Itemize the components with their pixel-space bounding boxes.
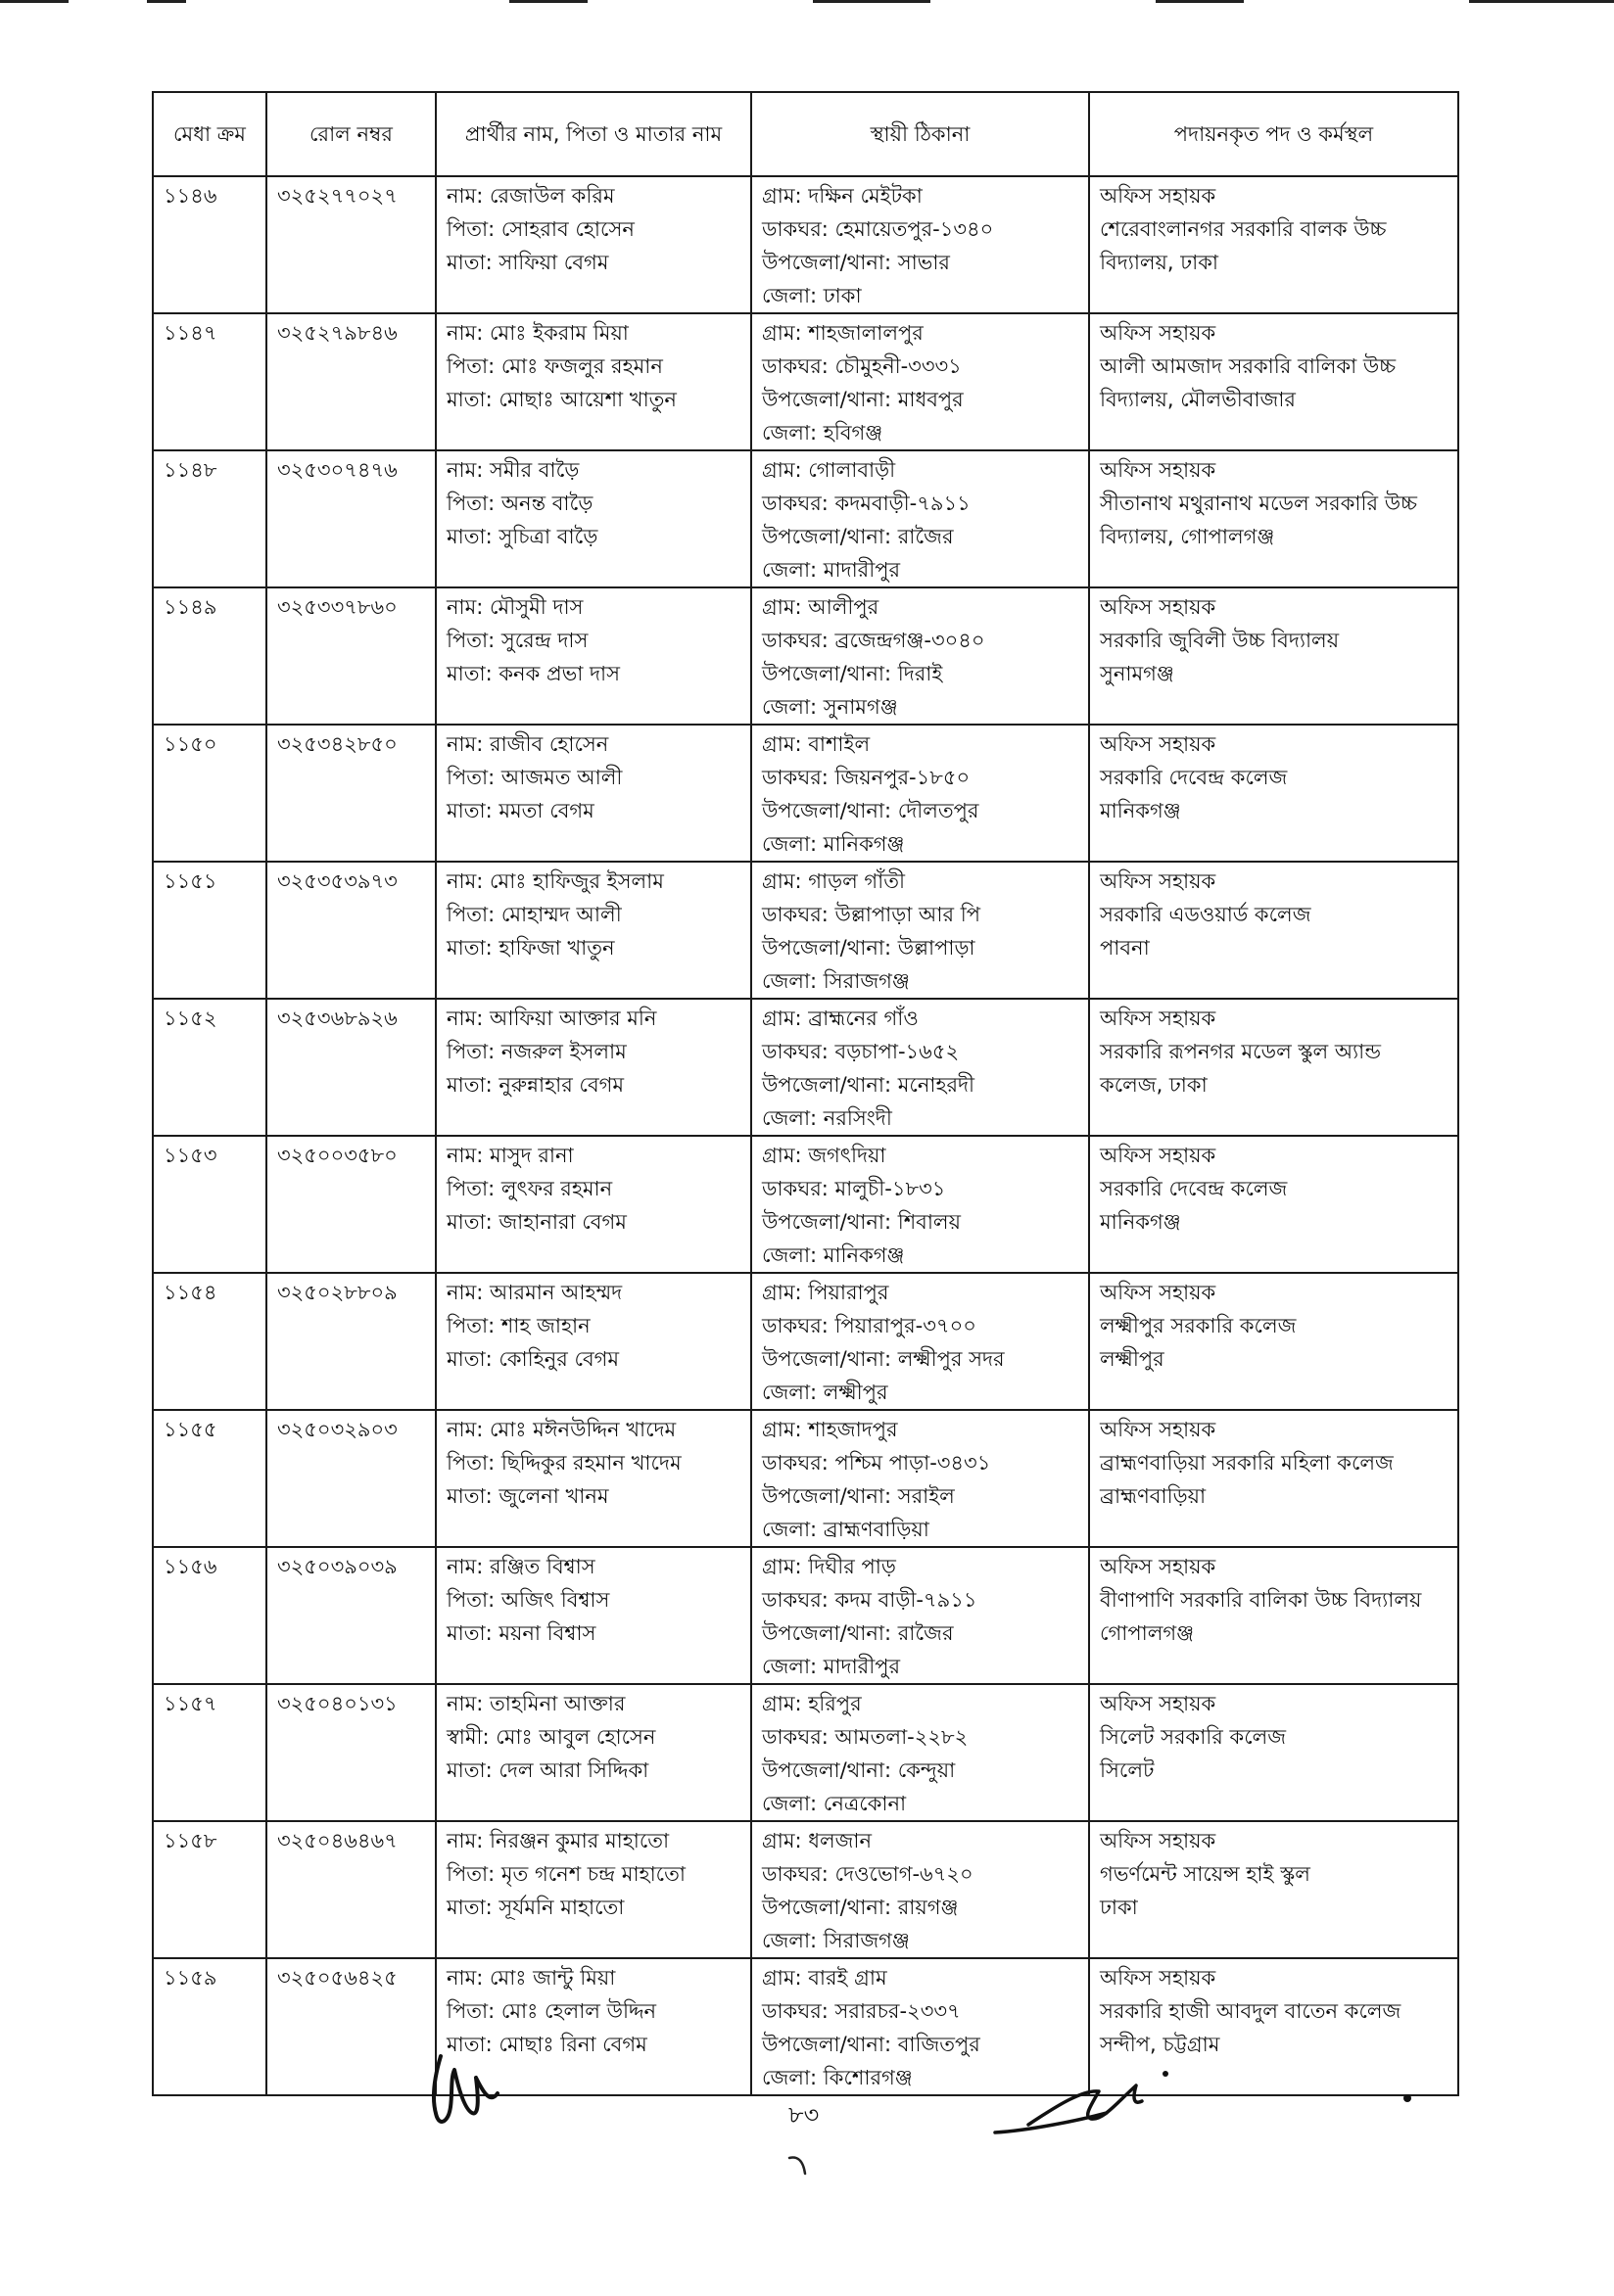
posting-cell-line: লক্ষ্মীপুর সরকারি কলেজ: [1100, 1314, 1297, 1337]
scan-edge-marks: [0, 0, 1614, 10]
name-cell-line: মাতা: মোছাঃ আয়েশা খাতুন: [447, 388, 677, 411]
merit-cell: ১১৪৬: [153, 176, 266, 313]
posting-cell: [1089, 1684, 1458, 1821]
table-row: [153, 999, 1458, 1136]
roll-cell: ৩২৫২৭৯৮৪৬: [266, 313, 436, 450]
merit-cell: ১১৫৭: [153, 1684, 266, 1821]
roll-cell: ৩২৫৩৪২৮৫০: [266, 725, 436, 862]
address-cell: [751, 1136, 1089, 1273]
address-cell-line: উপজেলা/থানা: রাজৈর: [762, 1621, 954, 1645]
merit-cell: ১১৫৪: [153, 1273, 266, 1410]
posting-cell: [1089, 176, 1458, 313]
address-cell-line: উপজেলা/থানা: দিরাই: [762, 662, 943, 685]
posting-cell-line: সন্দীপ, চট্টগ্রাম: [1100, 2033, 1220, 2056]
name-cell-line: পিতা: মোহাম্মদ আলী: [447, 903, 622, 926]
posting-cell: [1089, 1136, 1458, 1273]
posting-cell-line: সরকারি দেবেন্দ্র কলেজ: [1100, 1177, 1288, 1200]
name-cell: [436, 862, 751, 999]
posting-cell-line: সুনামগঞ্জ: [1100, 662, 1174, 685]
address-cell-line: উপজেলা/থানা: সাভার: [762, 251, 950, 274]
posting-cell-line: ব্রাহ্মণবাড়িয়া সরকারি মহিলা কলেজ: [1100, 1451, 1394, 1475]
posting-cell: [1089, 725, 1458, 862]
roll-cell: ৩২৫০০৩৫৮০: [266, 1136, 436, 1273]
table-header-row: [153, 92, 1458, 176]
ink-dot: [1400, 2091, 1414, 2105]
address-cell-line: গ্রাম: ধলজান: [762, 1829, 873, 1852]
posting-cell-line: অফিস সহায়ক: [1100, 1829, 1216, 1852]
merit-cell: ১১৫৩: [153, 1136, 266, 1273]
address-cell: [751, 725, 1089, 862]
posting-cell: [1089, 1547, 1458, 1684]
address-cell-line: গ্রাম: শাহজালালপুর: [762, 321, 924, 345]
posting-cell-line: বিদ্যালয়, ঢাকা: [1100, 251, 1219, 274]
address-cell-line: গ্রাম: পিয়ারাপুর: [762, 1281, 889, 1304]
posting-cell: [1089, 999, 1458, 1136]
posting-cell-line: গোপালগঞ্জ: [1100, 1621, 1195, 1645]
address-cell-line: গ্রাম: দিঘীর পাড়: [762, 1555, 896, 1578]
posting-cell: [1089, 450, 1458, 587]
name-cell-line: মাতা: সাফিয়া বেগম: [447, 251, 609, 274]
name-cell-line: নাম: মোঃ হাফিজুর ইসলাম: [447, 869, 664, 893]
address-cell-line: গ্রাম: হরিপুর: [762, 1692, 862, 1715]
posting-cell: [1089, 1273, 1458, 1410]
name-cell-line: নাম: আফিয়া আক্তার মনি: [447, 1007, 657, 1030]
address-cell-line: জেলা: মানিকগঞ্জ: [762, 832, 905, 856]
address-cell-line: জেলা: সিরাজগঞ্জ: [762, 1929, 910, 1952]
name-cell: [436, 1684, 751, 1821]
address-cell-line: ডাকঘর: কদম বাড়ী-৭৯১১: [762, 1588, 977, 1612]
name-cell-line: পিতা: সোহরাব হোসেন: [447, 217, 635, 241]
name-cell-line: নাম: মাসুদ রানা: [447, 1144, 574, 1167]
address-cell: [751, 1821, 1089, 1958]
address-cell-line: জেলা: সুনামগঞ্জ: [762, 695, 898, 719]
merit-cell: ১১৪৮: [153, 450, 266, 587]
name-cell-line: মাতা: সূর্যমনি মাহাতো: [447, 1896, 625, 1919]
table-body: [153, 176, 1458, 2095]
name-cell-line: পিতা: লুৎফর রহমান: [447, 1177, 613, 1200]
page-mark: [783, 2152, 813, 2179]
address-cell: [751, 1410, 1089, 1547]
posting-cell-line: অফিস সহায়ক: [1100, 1281, 1216, 1304]
name-cell: [436, 1136, 751, 1273]
roll-cell: ৩২৫৩৩৭৮৬০: [266, 587, 436, 725]
merit-cell: ১১৫৫: [153, 1410, 266, 1547]
address-cell: [751, 450, 1089, 587]
name-cell: [436, 587, 751, 725]
address-cell-line: উপজেলা/থানা: রাজৈর: [762, 525, 954, 548]
name-cell-line: মাতা: জাহানারা বেগম: [447, 1210, 627, 1234]
address-cell: [751, 587, 1089, 725]
address-cell: [751, 313, 1089, 450]
posting-cell: [1089, 1410, 1458, 1547]
posting-cell: [1089, 587, 1458, 725]
name-cell-line: নাম: মোঃ মঈনউদ্দিন খাদেম: [447, 1418, 677, 1441]
posting-cell-line: লক্ষ্মীপুর: [1100, 1347, 1164, 1371]
merit-cell: ১১৫৮: [153, 1821, 266, 1958]
posting-cell-line: অফিস সহায়ক: [1100, 458, 1216, 482]
posting-cell-line: অফিস সহায়ক: [1100, 1692, 1216, 1715]
posting-cell-line: সরকারি দেবেন্দ্র কলেজ: [1100, 766, 1288, 789]
name-cell: [436, 313, 751, 450]
posting-cell-line: সরকারি রূপনগর মডেল স্কুল অ্যান্ড: [1100, 1040, 1381, 1063]
table-row: [153, 176, 1458, 313]
address-cell-line: গ্রাম: আলীপুর: [762, 595, 879, 619]
name-cell-line: পিতা: অনন্ত বাড়ৈ: [447, 492, 593, 515]
name-cell-line: নাম: আরমান আহম্মদ: [447, 1281, 623, 1304]
name-cell-line: মাতা: মোছাঃ রিনা বেগম: [447, 2033, 647, 2056]
name-cell: [436, 1410, 751, 1547]
name-cell: [436, 1547, 751, 1684]
address-cell-line: গ্রাম: জগৎদিয়া: [762, 1144, 886, 1167]
posting-cell-line: অফিস সহায়ক: [1100, 184, 1216, 208]
name-cell-line: মাতা: নুরুন্নাহার বেগম: [447, 1073, 625, 1097]
roll-cell: ৩২৫৩৫৩৯৭৩: [266, 862, 436, 999]
address-cell: [751, 1273, 1089, 1410]
posting-cell-line: অফিস সহায়ক: [1100, 1144, 1216, 1167]
name-cell-line: পিতা: মৃত গনেশ চন্দ্র মাহাতো: [447, 1862, 686, 1886]
name-cell: [436, 176, 751, 313]
roll-cell: ৩২৫০৪৬৪৬৭: [266, 1821, 436, 1958]
merit-cell: ১১৫১: [153, 862, 266, 999]
address-cell-line: উপজেলা/থানা: রায়গঞ্জ: [762, 1896, 959, 1919]
name-cell-line: পিতা: মোঃ ফজলুর রহমান: [447, 354, 663, 378]
address-cell-line: জেলা: কিশোরগঞ্জ: [762, 2066, 913, 2089]
address-cell: [751, 176, 1089, 313]
header-merit: মেধা ক্রম: [153, 92, 266, 176]
name-cell-line: মাতা: কোহিনুর বেগম: [447, 1347, 620, 1371]
page-number: ৮৩: [788, 2101, 820, 2129]
posting-cell: [1089, 1821, 1458, 1958]
address-cell-line: ডাকঘর: উল্লাপাড়া আর পি: [762, 903, 980, 926]
posting-cell-line: বীণাপাণি সরকারি বালিকা উচ্চ বিদ্যালয়: [1100, 1588, 1422, 1612]
posting-cell-line: পাবনা: [1100, 936, 1150, 960]
posting-cell-line: গভর্ণমেন্ট সায়েন্স হাই স্কুল: [1100, 1862, 1310, 1886]
address-cell-line: ডাকঘর: চৌমুহনী-৩৩৩১: [762, 354, 962, 378]
posting-cell-line: বিদ্যালয়, গোপালগঞ্জ: [1100, 525, 1275, 548]
posting-cell-line: ব্রাহ্মণবাড়িয়া: [1100, 1484, 1207, 1508]
address-cell: [751, 999, 1089, 1136]
name-cell-line: মাতা: হাফিজা খাতুন: [447, 936, 615, 960]
address-cell-line: ডাকঘর: কদমবাড়ী-৭৯১১: [762, 492, 971, 515]
address-cell-line: জেলা: মাদারীপুর: [762, 1655, 901, 1678]
posting-cell-line: সরকারি জুবিলী উচ্চ বিদ্যালয়: [1100, 629, 1340, 652]
address-cell: [751, 862, 1089, 999]
posting-cell-line: সরকারি হাজী আবদুল বাতেন কলেজ: [1100, 1999, 1401, 2023]
address-cell-line: জেলা: নেত্রকোনা: [762, 1792, 907, 1815]
address-cell-line: ডাকঘর: বড়চাপা-১৬৫২: [762, 1040, 960, 1063]
name-cell-line: পিতা: আজমত আলী: [447, 766, 623, 789]
name-cell-line: মাতা: মমতা বেগম: [447, 799, 594, 822]
address-cell-line: জেলা: ব্রাহ্মণবাড়িয়া: [762, 1518, 929, 1541]
address-cell-line: উপজেলা/থানা: শিবালয়: [762, 1210, 961, 1234]
posting-cell-line: মানিকগঞ্জ: [1100, 799, 1181, 822]
table-row: [153, 862, 1458, 999]
posting-cell-line: অফিস সহায়ক: [1100, 1418, 1216, 1441]
name-cell: [436, 1821, 751, 1958]
posting-cell-line: অফিস সহায়ক: [1100, 595, 1216, 619]
name-cell-line: মাতা: সুচিত্রা বাড়ৈ: [447, 525, 598, 548]
address-cell-line: ডাকঘর: ব্রজেন্দ্রগঞ্জ-৩০৪০: [762, 629, 985, 652]
header-roll: রোল নম্বর: [266, 92, 436, 176]
name-cell-line: নাম: রেজাউল করিম: [447, 184, 615, 208]
address-cell-line: জেলা: লক্ষ্মীপুর: [762, 1381, 888, 1404]
address-cell-line: জেলা: ঢাকা: [762, 284, 862, 307]
signature-left: [421, 2048, 509, 2132]
name-cell-line: নাম: সমীর বাড়ৈ: [447, 458, 580, 482]
table-row: [153, 1821, 1458, 1958]
merit-list-table: [152, 91, 1459, 2096]
header-name: প্রার্থীর নাম, পিতা ও মাতার নাম: [436, 92, 751, 176]
address-cell-line: ডাকঘর: আমতলা-২২৮২: [762, 1725, 969, 1749]
table-row: [153, 1410, 1458, 1547]
posting-cell-line: কলেজ, ঢাকা: [1100, 1073, 1208, 1097]
table-row: [153, 1273, 1458, 1410]
address-cell-line: গ্রাম: গোলাবাড়ী: [762, 458, 896, 482]
merit-cell: ১১৪৭: [153, 313, 266, 450]
header-posting: পদায়নকৃত পদ ও কর্মস্থল: [1089, 92, 1458, 176]
address-cell-line: জেলা: সিরাজগঞ্জ: [762, 969, 910, 993]
posting-cell-line: ঢাকা: [1100, 1896, 1138, 1919]
address-cell-line: জেলা: মানিকগঞ্জ: [762, 1243, 905, 1267]
name-cell-line: স্বামী: মোঃ আবুল হোসেন: [447, 1725, 656, 1749]
posting-cell-line: বিদ্যালয়, মৌলভীবাজার: [1100, 388, 1296, 411]
name-cell-line: পিতা: সুরেন্দ্র দাস: [447, 629, 589, 652]
roll-cell: ৩২৫০২৮৮০৯: [266, 1273, 436, 1410]
name-cell: [436, 725, 751, 862]
address-cell-line: জেলা: নরসিংদী: [762, 1106, 892, 1130]
address-cell-line: গ্রাম: গাড়ল গাঁতী: [762, 869, 906, 893]
table-row: [153, 450, 1458, 587]
header-address: স্থায়ী ঠিকানা: [751, 92, 1089, 176]
address-cell-line: গ্রাম: ব্রাহ্মনের গাঁও: [762, 1007, 919, 1030]
address-cell-line: উপজেলা/থানা: মনোহরদী: [762, 1073, 975, 1097]
page-footer: [0, 2037, 1614, 2232]
address-cell-line: জেলা: মাদারীপুর: [762, 558, 901, 582]
address-cell-line: গ্রাম: বারই গ্রাম: [762, 1966, 887, 1990]
roll-cell: ৩২৫০৩৯০৩৯: [266, 1547, 436, 1684]
table-row: [153, 1547, 1458, 1684]
name-cell-line: পিতা: অজিৎ বিশ্বাস: [447, 1588, 610, 1612]
address-cell-line: ডাকঘর: জিয়নপুর-১৮৫০: [762, 766, 971, 789]
roll-cell: ৩২৫০৪০১৩১: [266, 1684, 436, 1821]
table-row: [153, 587, 1458, 725]
name-cell-line: পিতা: শাহ জাহান: [447, 1314, 591, 1337]
name-cell-line: নাম: মোঃ জান্টু মিয়া: [447, 1966, 616, 1990]
table-row: [153, 313, 1458, 450]
address-cell-line: উপজেলা/থানা: সরাইল: [762, 1484, 955, 1508]
address-cell-line: ডাকঘর: হেমায়েতপুর-১৩৪০: [762, 217, 994, 241]
roll-cell: ৩২৫৩০৭৪৭৬: [266, 450, 436, 587]
address-cell-line: গ্রাম: বাশাইল: [762, 732, 871, 756]
posting-cell-line: অফিস সহায়ক: [1100, 1007, 1216, 1030]
merit-cell: ১১৫০: [153, 725, 266, 862]
merit-cell: ১১৫৯: [153, 1958, 266, 2095]
table-row: [153, 725, 1458, 862]
posting-cell-line: সিলেট সরকারি কলেজ: [1100, 1725, 1287, 1749]
posting-cell-line: অফিস সহায়ক: [1100, 321, 1216, 345]
name-cell-line: নাম: মৌসুমী দাস: [447, 595, 584, 619]
name-cell: [436, 1273, 751, 1410]
address-cell-line: ডাকঘর: পিয়ারাপুর-৩৭০০: [762, 1314, 976, 1337]
address-cell-line: ডাকঘর: পশ্চিম পাড়া-৩৪৩১: [762, 1451, 991, 1475]
address-cell-line: উপজেলা/থানা: দৌলতপুর: [762, 799, 979, 822]
merit-cell: ১১৪৯: [153, 587, 266, 725]
signature-right: [989, 2066, 1185, 2154]
name-cell-line: নাম: তাহমিনা আক্তার: [447, 1692, 626, 1715]
merit-cell: ১১৫২: [153, 999, 266, 1136]
name-cell-line: নাম: রঞ্জিত বিশ্বাস: [447, 1555, 595, 1578]
name-cell: [436, 450, 751, 587]
table-row: [153, 1684, 1458, 1821]
posting-cell-line: শেরেবাংলানগর সরকারি বালক উচ্চ: [1100, 217, 1387, 241]
roll-cell: ৩২৫০৩২৯০৩: [266, 1410, 436, 1547]
roll-cell: ৩২৫২৭৭০২৭: [266, 176, 436, 313]
name-cell-line: নাম: মোঃ ইকরাম মিয়া: [447, 321, 629, 345]
address-cell: [751, 1547, 1089, 1684]
posting-cell-line: সীতানাথ মথুরানাথ মডেল সরকারি উচ্চ: [1100, 492, 1417, 515]
posting-cell-line: মানিকগঞ্জ: [1100, 1210, 1181, 1234]
posting-cell-line: অফিস সহায়ক: [1100, 1555, 1216, 1578]
roll-cell: ৩২৫০৫৬৪২৫: [266, 1958, 436, 2095]
posting-cell-line: অফিস সহায়ক: [1100, 1966, 1216, 1990]
posting-cell-line: অফিস সহায়ক: [1100, 869, 1216, 893]
table-row: [153, 1136, 1458, 1273]
address-cell-line: ডাকঘর: সরারচর-২৩৩৭: [762, 1999, 961, 2023]
address-cell-line: ডাকঘর: মালুচী-১৮৩১: [762, 1177, 946, 1200]
name-cell-line: মাতা: দেল আরা সিদ্দিকা: [447, 1758, 649, 1782]
name-cell-line: পিতা: নজরুল ইসলাম: [447, 1040, 627, 1063]
address-cell-line: গ্রাম: শাহজাদপুর: [762, 1418, 898, 1441]
address-cell-line: ডাকঘর: দেওভোগ-৬৭২০: [762, 1862, 973, 1886]
posting-cell-line: অফিস সহায়ক: [1100, 732, 1216, 756]
name-cell-line: পিতা: মোঃ হেলাল উদ্দিন: [447, 1999, 657, 2023]
address-cell-line: উপজেলা/থানা: উল্লাপাড়া: [762, 936, 975, 960]
posting-cell-line: আলী আমজাদ সরকারি বালিকা উচ্চ: [1100, 354, 1397, 378]
address-cell-line: উপজেলা/থানা: মাধবপুর: [762, 388, 964, 411]
posting-cell-line: সরকারি এডওয়ার্ড কলেজ: [1100, 903, 1311, 926]
merit-cell: ১১৫৬: [153, 1547, 266, 1684]
posting-cell: [1089, 313, 1458, 450]
name-cell-line: মাতা: জুলেনা খানম: [447, 1484, 609, 1508]
name-cell: [436, 999, 751, 1136]
address-cell-line: উপজেলা/থানা: কেন্দুয়া: [762, 1758, 956, 1782]
name-cell-line: মাতা: ময়না বিশ্বাস: [447, 1621, 596, 1645]
address-cell-line: উপজেলা/থানা: বাজিতপুর: [762, 2033, 980, 2056]
posting-cell: [1089, 862, 1458, 999]
name-cell-line: পিতা: ছিদ্দিকুর রহমান খাদেম: [447, 1451, 682, 1475]
posting-cell-line: সিলেট: [1100, 1758, 1155, 1782]
name-cell-line: নাম: নিরঞ্জন কুমার মাহাতো: [447, 1829, 670, 1852]
roll-cell: ৩২৫৩৬৮৯২৬: [266, 999, 436, 1136]
address-cell-line: গ্রাম: দক্ষিন মেইটকা: [762, 184, 923, 208]
address-cell-line: উপজেলা/থানা: লক্ষ্মীপুর সদর: [762, 1347, 1005, 1371]
address-cell: [751, 1684, 1089, 1821]
name-cell-line: মাতা: কনক প্রভা দাস: [447, 662, 621, 685]
name-cell-line: নাম: রাজীব হোসেন: [447, 732, 609, 756]
address-cell-line: জেলা: হবিগঞ্জ: [762, 421, 883, 445]
